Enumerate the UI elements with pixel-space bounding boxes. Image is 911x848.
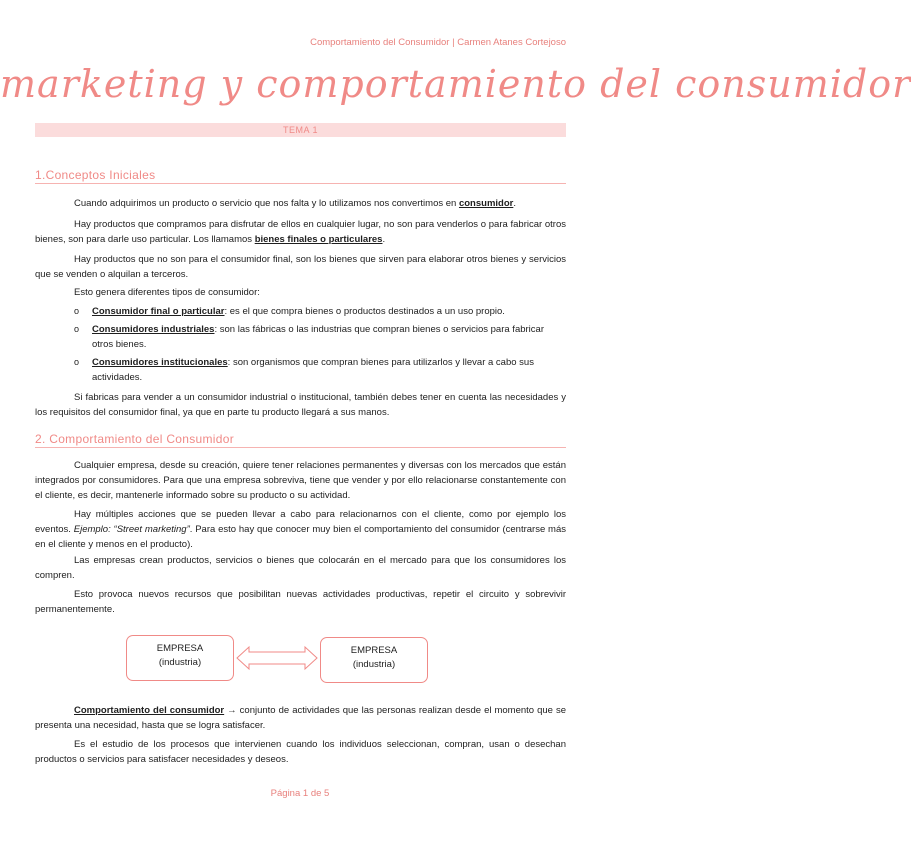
paragraph: Cualquier empresa, desde su creación, quiere tener relaciones permanentes y diversas con los mercados que están integrados por consumidores. Para que una empresa sobreviva, tiene que vender y por ello relacionarse constantemente con el cliente, es decir, mantenerle informado sobre su producto o su actividad. [35,460,566,501]
paragraph-text: Cuando adquirimos un producto o servicio que nos falta y lo utilizamos nos convertimos en [74,198,459,209]
paragraph [35,196,566,211]
paragraph [35,507,566,552]
list-item-term: Consumidores institucionales [92,357,228,368]
main-title: marketing y comportamiento del consumidor [0,62,911,106]
double-arrow-icon [236,645,318,671]
section-heading-2: 2. Comportamiento del Consumidor [35,432,566,448]
box-subtitle: (industria) [158,657,202,668]
box-title: EMPRESA [350,645,398,656]
paragraph [35,703,566,733]
term-comportamiento-consumidor: Comportamiento del consumidor [74,705,225,716]
list-item [74,304,566,319]
paragraph: Si fabricas para vender a un consumidor industrial o institucional, también debes tener en cuenta las necesidades y los requisitos del consumidor final, ya que en parte tu producto llegará a sus manos. [35,392,566,418]
list-item-text: : es el que compra bienes o productos destinados a un uso propio. [224,306,505,317]
paragraph-text: . Para esto hay que conocer muy bien el comportamiento del consumidor (centrarse más en el cliente y menos en el producto). [35,524,566,550]
paragraph-text: → conjunto de actividades que las personas realizan desde el momento que se presenta una necesidad, hasta que se logra satisfacer. [35,705,566,731]
tema-label: TEMA 1 [35,123,566,137]
section-heading-1: 1.Conceptos Iniciales [35,168,566,184]
bullet-mark: o [74,306,80,316]
paragraph: Las empresas crean productos, servicios o bienes que colocarán en el mercado para que los consumidores los compren. [35,555,566,581]
list-item-text: : son las fábricas o las industrias que compran bienes o servicios para fabricar otros bienes. [92,324,544,350]
paragraph-text: . [513,198,516,209]
page-number: Página 1 de 5 [270,788,330,799]
bullet-mark: o [74,357,80,367]
list-item [74,322,566,352]
paragraph: Es el estudio de los procesos que intervienen cuando los individuos seleccionan, compran, usan o desechan productos o servicios para satisfacer necesidades y deseos. [35,739,566,765]
list-item-term: Consumidores industriales [92,324,215,335]
paragraph: Hay productos que no son para el consumidor final, son los bienes que sirven para elaborar otros bienes y servicios que se venden o alquilan a terceros. [35,254,566,280]
term-bienes-finales: bienes finales o particulares [254,234,383,245]
box-subtitle: (industria) [352,659,396,670]
paragraph: Esto genera diferentes tipos de consumidor: [74,287,260,298]
example-text: Ejemplo: “Street marketing” [73,524,190,535]
paragraph [35,217,566,247]
bullet-mark: o [74,324,80,334]
paragraph-text: . [382,234,386,245]
box-title: EMPRESA [156,643,204,654]
diagram-box-left [126,635,234,681]
running-header: Comportamiento del Consumidor | Carmen Atanes Cortejoso [310,37,566,48]
paragraph-text: Hay múltiples acciones que se pueden llevar a cabo para relacionarnos con el cliente, como por ejemplo los eventos. [35,509,566,535]
paragraph-text: Hay productos que compramos para disfrutar de ellos en cualquier lugar, no son para venderlos o para fabricar otros bienes, son para darle uso particular. Los llamamos [35,219,566,245]
list-item-text: : son organismos que compran bienes para utilizarlos y llevar a cabo sus actividades. [92,357,534,383]
list-item-term: Consumidor final o particular [92,306,225,317]
diagram-box-right [320,637,428,683]
term-consumidor: consumidor [458,198,514,209]
paragraph: Esto provoca nuevos recursos que posibilitan nuevas actividades productivas, repetir el circuito y sobrevivir permanentemente. [35,589,566,615]
list-item [74,355,566,385]
